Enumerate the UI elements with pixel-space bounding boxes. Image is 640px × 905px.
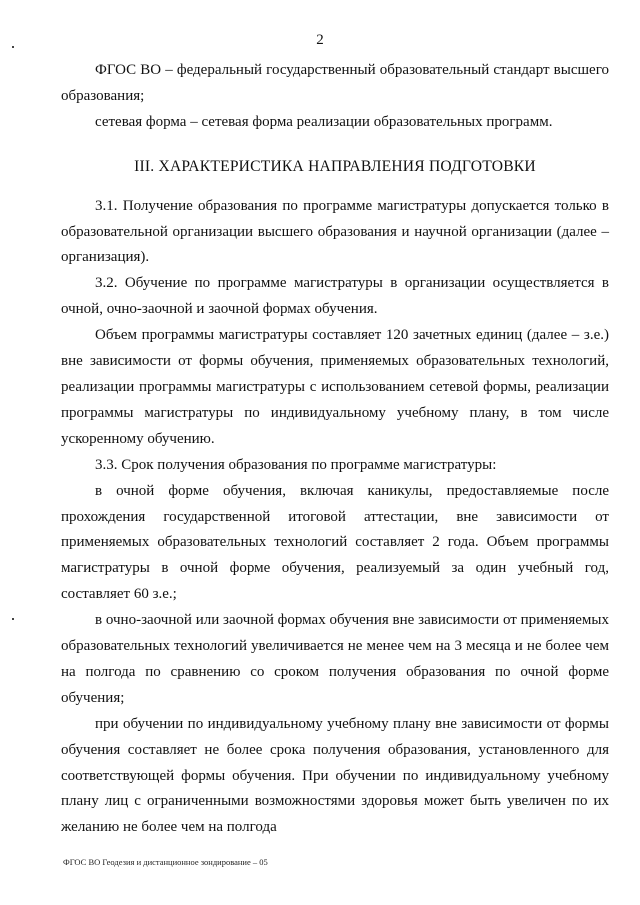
paragraph-3-1: 3.1. Получение образования по программе магистратуры допускается только в образовательной организации высшего образования и научной организации (далее – организация). — [61, 197, 609, 266]
scan-speck — [12, 46, 14, 48]
paragraph-volume: Объем программы магистратуры составляет 120 зачетных единиц (далее – з.е.) вне зависимости от формы обучения, применяемых образовательных технологий, реализации программы магистратуры с использованием сетевой формы, реализации программы магистратуры по индивидуальному учебному плану, в том числе ускоренному обучению. — [61, 327, 609, 447]
definition-network-form: сетевая форма – сетевая форма реализации образовательных программ. — [95, 113, 553, 130]
definition-fgos: ФГОС ВО – федеральный государственный образовательный стандарт высшего образования; — [61, 62, 609, 104]
section-heading: III. ХАРАКТЕРИСТИКА НАПРАВЛЕНИЯ ПОДГОТОВКИ — [134, 157, 536, 175]
page-number: 2 — [316, 32, 324, 48]
paragraph-part-time: в очно-заочной или заочной формах обучения вне зависимости от применяемых образовательных технологий увеличивается не менее чем на 3 месяца и не более чем на полгода по сравнению со сроком получения образования по очной форме обучения; — [61, 612, 609, 706]
paragraph-individual-plan: при обучении по индивидуальному учебному плану вне зависимости от формы обучения составляет не более срока получения образования, установленного для соответствующей формы обучения. При обучении по индивидуальному учебному плану лиц с ограниченными возможностями здоровья может быть увеличен по их желанию не более чем на полгода — [61, 715, 609, 836]
page-footer: ФГОС ВО Геодезия и дистанционное зондирование – 05 — [63, 857, 268, 867]
paragraph-3-2: 3.2. Обучение по программе магистратуры в организации осуществляется в очной, очно-заочной и заочной формах обучения. — [61, 275, 609, 318]
paragraph-3-3: 3.3. Срок получения образования по программе магистратуры: — [95, 456, 497, 473]
scan-speck — [12, 618, 14, 620]
paragraph-full-time: в очной форме обучения, включая каникулы, предоставляемые после прохождения государственной итоговой аттестации, вне зависимости от применяемых образовательных технологий составляет 2 года. Объем программы магистратуры в очной форме обучения, реализуемый за один учебный год, составляет 60 з.е.; — [61, 482, 609, 603]
page-body — [61, 58, 609, 841]
